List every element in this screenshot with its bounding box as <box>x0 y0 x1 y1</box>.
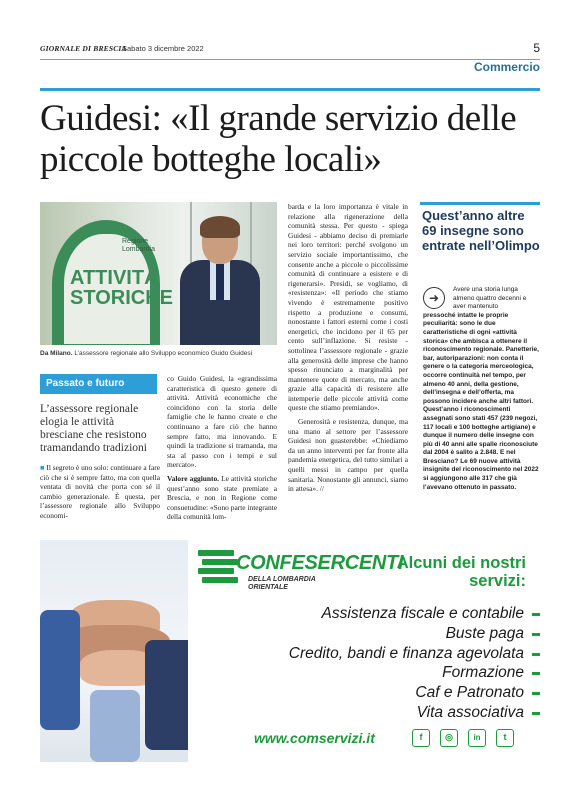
sidebar-title: Quest’anno altre 69 insegne sono entrate nell’Olimpo <box>422 208 540 253</box>
linkedin-icon[interactable]: in <box>468 729 486 747</box>
service-item: Vita associativa <box>200 703 540 723</box>
ad-title-line: Alcuni dei nostri <box>396 554 526 572</box>
ad-title <box>397 554 526 590</box>
column-paragraph: Generosità e resistenza, dunque, ma una mano al settore per l’assessore Guidesi non guasterebbe: «Chiediamo da un anno interventi per far fronte alla pandemia energetica, del tutto similari a quelli messi in campo per quella sanitaria. Nonostante gli annunci, siamo in attesa». // <box>288 417 408 494</box>
sidebar-rule <box>420 202 540 205</box>
page-header <box>40 41 540 58</box>
caption-text: L’assessore regionale allo Sviluppo economico Guido Guidesi <box>72 350 253 357</box>
page-number: 5 <box>533 41 540 55</box>
paragraph-lead: Valore aggiunto. <box>167 473 219 483</box>
teamwork-hands-image <box>40 540 188 762</box>
article-column-3 <box>288 202 408 498</box>
twitter-icon[interactable]: t <box>496 729 514 747</box>
person-tie <box>216 264 224 300</box>
section-rule <box>40 88 540 91</box>
column-paragraph: barda e la loro importanza è vitale in relazione alla rigenerazione della comunità stessa. Per questo - spiega Guidesi - abbiamo deciso di premiarle nei loro territori: perché svolgono un servizio sociale importantissimo, che consente anche a piccole o piccolissime comunità di continuare a esistere e di rigenerarsi». Presidi, se vogliamo, di «resistenza»: «Il periodo che stiamo vivendo è estremamente positivo rispetto a produzione e consumi, nonostante i fattori esterni come i costi energetici, che incidono per il 65 per cento sull’inflazione. Si resiste - sottolinea l’assessore regionale - grazie alla generosità delle imprese che hanno spesso rinunciato a marginalità per mantenere quote di mercato, ma anche grazie alla capacità di resistere alle intemperie delle piccole attività come queste che stiamo premiando». <box>288 202 408 413</box>
newspaper-name: GIORNALE DI BRESCIA <box>40 44 127 53</box>
sleeve-shape <box>40 610 80 730</box>
confesercenti-advertisement <box>40 540 540 762</box>
article-headline: Guidesi: «Il grande servizio delle piccole botteghe locali» <box>40 98 517 180</box>
sidebar-lead: Avere una storia lunga almeno quattro decenni e aver mantenuto <box>453 286 527 311</box>
service-item: Buste paga <box>200 624 540 644</box>
article-column-1 <box>40 463 160 525</box>
service-item: Credito, bandi e finanza agevolata <box>200 644 540 664</box>
brand-subtitle <box>248 576 316 592</box>
caption-lead: Da Milano. <box>40 350 73 357</box>
confesercenti-logo-icon <box>198 544 238 590</box>
brand-name: CONFESERCENTI <box>236 552 404 574</box>
article-subhead: L’assessore regionale elogia le attività bresciane che resistono tramandando tradizioni <box>40 403 147 454</box>
photo-caption <box>40 350 280 357</box>
sidebar-body <box>423 286 540 492</box>
sleeve-shape <box>145 640 188 750</box>
column-text: Il segreto è uno solo: continuare a fare ciò che si è sempre fatto, ma con quella ventata di novità che porta con sé il cambio generazionale. È questa, per l’assessore regionale allo Sviluppo economi- <box>40 463 161 520</box>
service-item: Assistenza fiscale e contabile <box>200 604 540 624</box>
instagram-icon[interactable]: ◎ <box>440 729 458 747</box>
sidebar-text: pressoché intatte le proprie peculiarità: sono le due caratteristiche di ogni «attività storica» che ambisca a ottenere il riconoscimento regionale. Panetterie, bar, autoriparazioni: non conta il genere o la categoria merceologica, occorre continuità nel tempo, per almeno 40 anni, della gestione, dell’insegna e dell’offerta, ma possono incidere anche altri fattori. Quest’anno i riconoscimenti assegnati sono stati 457 (239 negozi, 117 locali e 100 botteghe artigiane) e dunque il numero delle insegne con più di 40 anni alle spalle riconosciute dal 2004 è salito a 2.848. E nel Bresciano? Le 69 nuove attività insignite del riconoscimento nel 2022 si aggiungono alle 317 che già l’avevano ottenuto in passato. <box>423 311 539 491</box>
header-divider <box>40 59 540 60</box>
bullet-icon: ■ <box>40 463 45 472</box>
website-link[interactable]: www.comservizi.it <box>254 730 375 746</box>
column-paragraph: co Guido Guidesi, la «grandissima caratteristica di questo genere di attività. Attività economiche che coincidono con la storia delle famiglie che le hanno create e che continuano a fare ciò che hanno sempre fatto, ma innovando. E quindi la tradizione si tramanda, ma sta al passo con i tempi e sul mercato». <box>167 374 277 470</box>
sleeve-shape <box>90 690 140 762</box>
column-text: Le attività storiche quest’anno sono state premiate a Brescia, e non in Regione come consuetudine: «Sono parte integrante della comunità lom- <box>167 473 277 522</box>
sign-text: ATTIVITÀ STORICHE <box>70 267 173 309</box>
regione-lombardia-logo: Regione Lombardia <box>122 238 156 253</box>
arrow-right-icon: ➜ <box>423 287 445 309</box>
person-hair <box>200 216 240 238</box>
service-item: Caf e Patronato <box>200 683 540 703</box>
article-column-2 <box>167 374 277 526</box>
issue-date: Sabato 3 dicembre 2022 <box>122 44 204 53</box>
facebook-icon[interactable]: f <box>412 729 430 747</box>
article-photo <box>40 202 277 345</box>
box-label: Passato e futuro <box>40 374 157 394</box>
brand-subtitle-line: ORIENTALE <box>248 584 288 591</box>
brand-subtitle-line: DELLA LOMBARDIA <box>248 576 316 583</box>
service-item: Formazione <box>200 663 540 683</box>
ad-title-line: servizi: <box>469 572 526 590</box>
services-list <box>200 604 540 723</box>
section-label: Commercio <box>473 60 540 74</box>
